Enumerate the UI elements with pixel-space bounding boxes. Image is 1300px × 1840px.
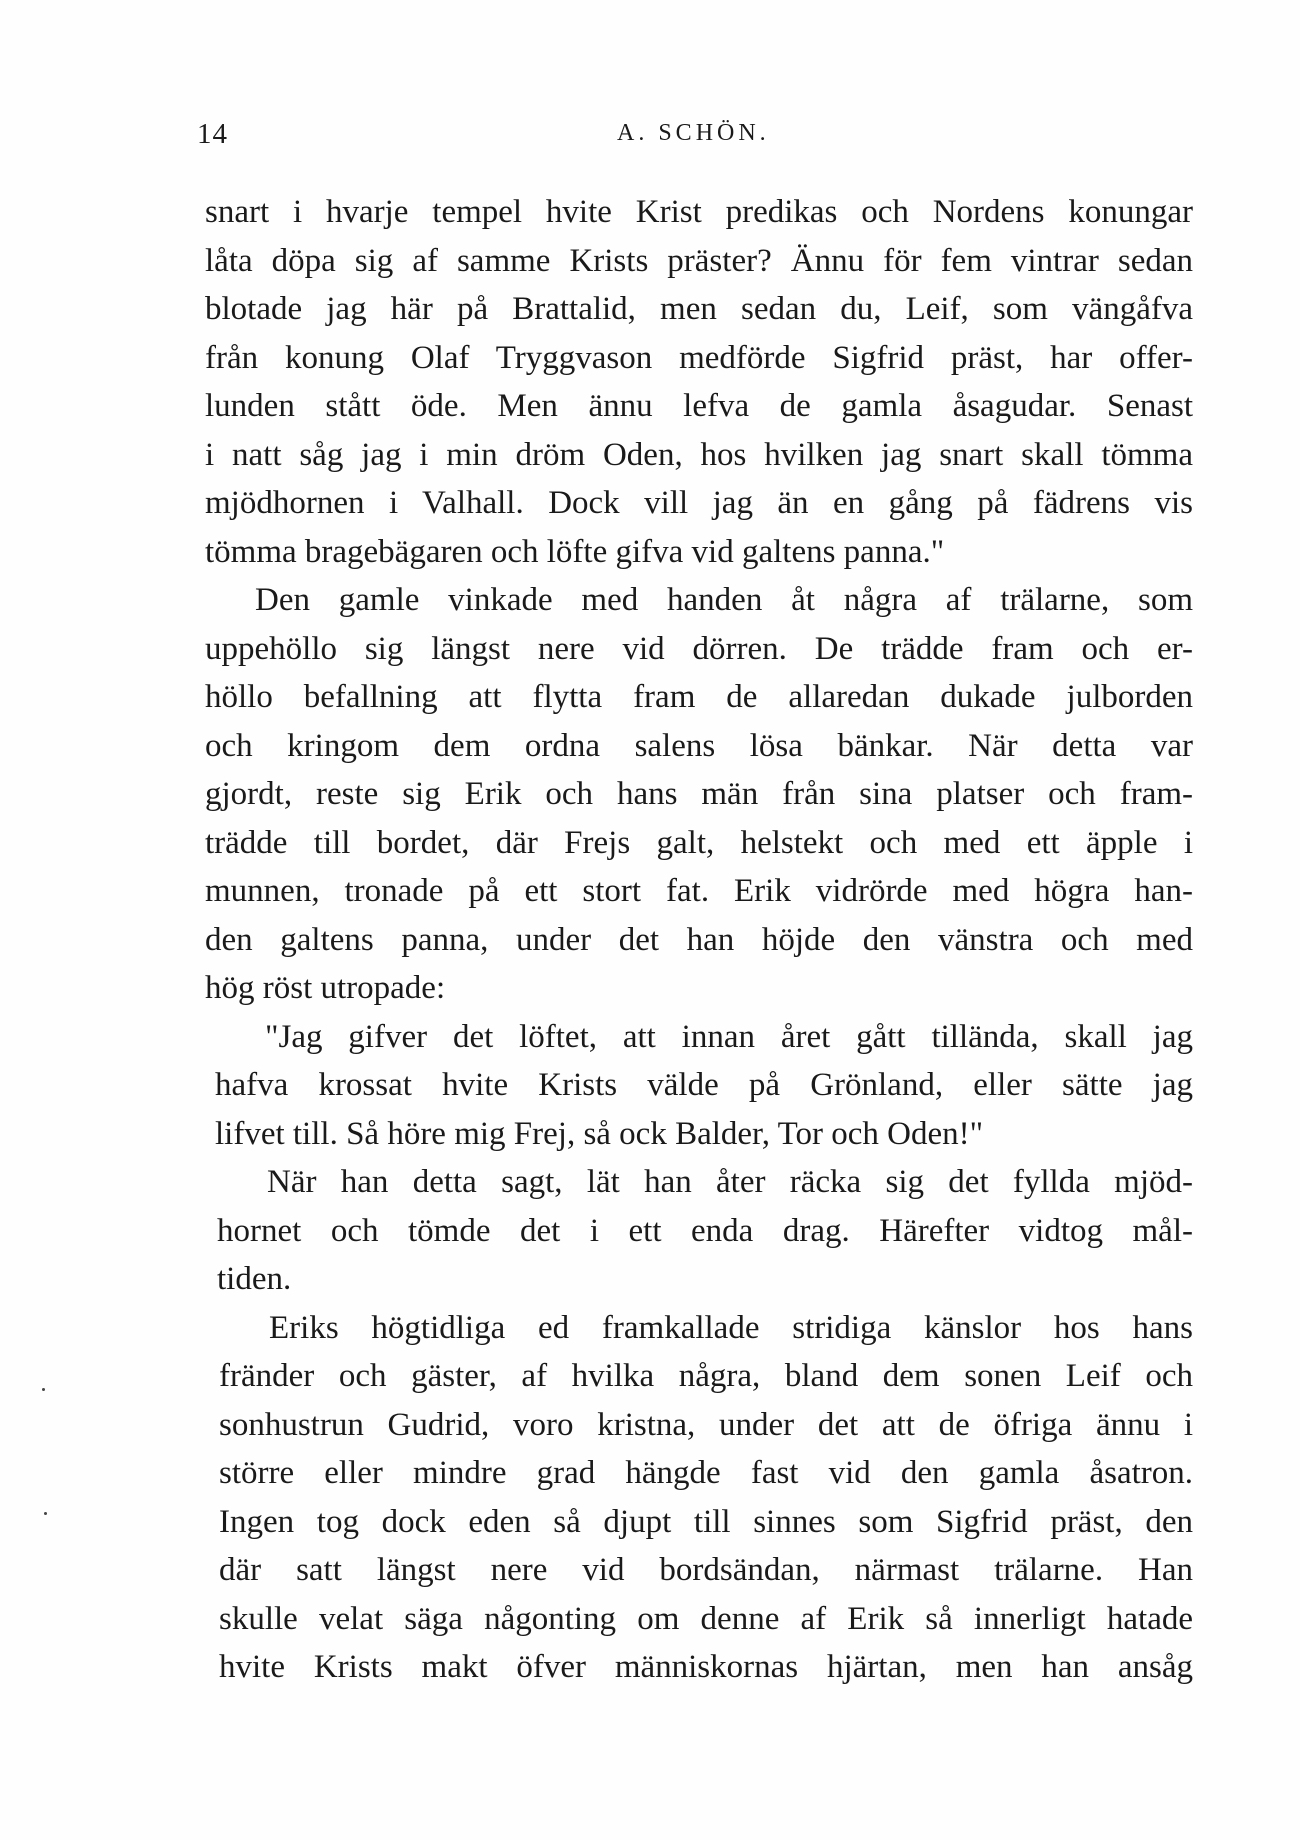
paragraph-4 (205, 1158, 1193, 1304)
text-line: blotade jag här på Brattalid, men sedan du, Leif, som vängåfva (205, 291, 1193, 327)
text-line: skulle velat säga någonting om denne af Erik så innerligt hatade (219, 1600, 1193, 1637)
paper-speck (42, 1388, 45, 1391)
paragraph-5 (205, 1304, 1193, 1692)
text-line: mjödhornen i Valhall. Dock vill jag än en gång på fädrens vis (205, 485, 1193, 521)
text-line: låta döpa sig af samme Krists präster? Ännu för fem vintrar sedan (205, 242, 1193, 279)
text-line: trädde till bordet, där Frejs galt, helstekt och med ett äpple i (205, 824, 1193, 861)
running-head: A. SCHÖN. (617, 120, 770, 146)
text-line: den galtens panna, under det han höjde den vänstra och med (205, 921, 1193, 958)
text-line: Eriks högtidliga ed framkallade stridiga känslor hos hans (269, 1309, 1193, 1346)
text-line: "Jag gifver det löftet, att innan året gått tilländа, skall jag (265, 1018, 1193, 1055)
text-line: där satt längst nere vid bordsändan, närmast trälarne. Han (219, 1552, 1193, 1588)
text-line: uppehöllo sig längst nere vid dörren. De trädde fram och er- (205, 630, 1193, 667)
text-line: snart i hvarje tempel hvite Krist predikas och Nordens konungar (205, 194, 1193, 230)
text-line: Ingen tog dock eden så djupt till sinnes som Sigfrid präst, den (219, 1503, 1193, 1540)
text-line: lunden stått öde. Men ännu lefva de gamla åsagudar. Senast (205, 388, 1193, 424)
text-line: från konung Olaf Tryggvason medförde Sigfrid präst, har offer- (205, 339, 1193, 376)
paragraph-3-quote (205, 1013, 1193, 1159)
text-line: större eller mindre grad hängde fast vid den gamla åsatron. (219, 1455, 1193, 1491)
body-text (205, 188, 1193, 1692)
paper-speck (44, 1512, 47, 1515)
text-line: Den gamle vinkade med handen åt några af trälarne, som (255, 582, 1193, 618)
text-line: hafva krossat hvite Krists välde på Grönland, eller sätte jag (215, 1067, 1193, 1103)
text-line: hornet och tömde det i ett enda drag. Härefter vidtog mål- (217, 1212, 1193, 1249)
paragraph-2 (205, 576, 1193, 1013)
text-line: gjordt, reste sig Erik och hans män från sina platser och fram- (205, 776, 1193, 812)
text-line: och kringom dem ordna salens lösa bänkar. När detta var (205, 727, 1193, 764)
paragraph-1 (205, 188, 1193, 576)
text-line: hvite Krists makt öfver människornas hjärtan, men han ansåg (219, 1649, 1193, 1685)
text-line: fränder och gäster, af hvilka några, bland dem sonen Leif och (219, 1358, 1193, 1394)
page-header (197, 118, 1157, 158)
text-line: höllo befallning att flytta fram de allaredan dukade julborden (205, 679, 1193, 715)
text-line: När han detta sagt, lät han åter räcka sig det fyllda mjöd- (267, 1164, 1193, 1200)
text-line: sonhustrun Gudrid, voro kristna, under det att de öfriga ännu i (219, 1406, 1193, 1443)
text-line: tömma bragebägaren och löfte gifva vid galtens panna." (205, 533, 945, 570)
text-line: tiden. (217, 1261, 292, 1297)
text-line: i natt såg jag i min dröm Oden, hos hvilken jag snart skall tömma (205, 436, 1193, 473)
text-line: lifvet till. Så höre mig Frej, så ock Balder, Tor och Oden!" (215, 1115, 984, 1152)
text-line: munnen, tronade på ett stort fat. Erik vidrörde med högra han- (205, 873, 1193, 909)
text-line: hög röst utropade: (205, 970, 446, 1006)
page-number: 14 (197, 118, 228, 150)
